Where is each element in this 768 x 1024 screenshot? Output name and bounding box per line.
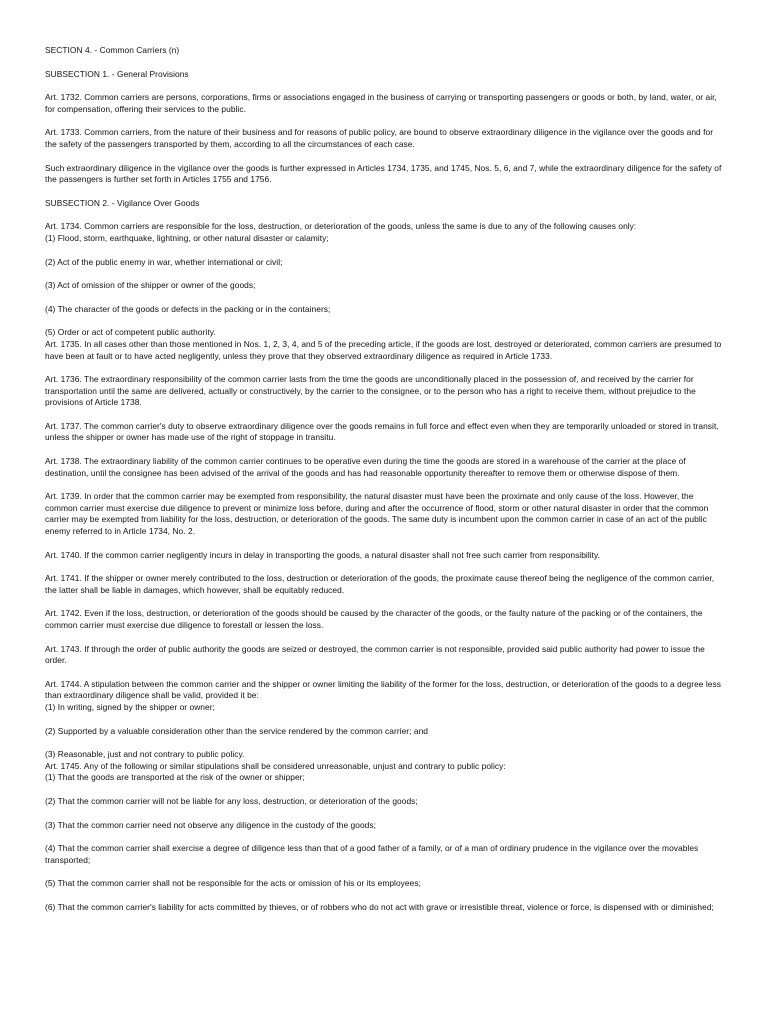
article-1740: Art. 1740. If the common carrier negligently incurs in delay in transporting the goods, a natural disaster shall not free such carrier from responsibility. xyxy=(45,549,601,560)
subsection-1-heading: SUBSECTION 1. - General Provisions xyxy=(45,68,189,79)
subsection-2-heading: SUBSECTION 2. - Vigilance Over Goods xyxy=(45,197,200,208)
article-1742: Art. 1742. Even if the loss, destruction, or deterioration of the goods should be caused by the character of the goods, or the faulty nature of the packing or of the containers, the common carrier must exercise due diligence to forestall or lessen the loss. xyxy=(45,608,703,630)
article-1734-item-1: (1) Flood, storm, earthquake, lightning, or other natural disaster or calamity; xyxy=(45,232,329,243)
article-1741: Art. 1741. If the shipper or owner merely contributed to the loss, destruction or deterioration of the goods, the proximate cause thereof being the negligence of the common carrier, the latter shall be liable in damages, which however, shall be equitably reduced. xyxy=(45,573,715,595)
section-heading: SECTION 4. - Common Carriers (n) xyxy=(45,45,180,55)
article-1744-item-3: (3) Reasonable, just and not contrary to public policy. xyxy=(45,749,245,760)
article-1734-item-5-and-1735 xyxy=(45,327,725,362)
article-1745-item-6: (6) That the common carrier's liability for acts committed by thieves, or of robbers who do not act with grave or irresistible threat, violence or force, is dispensed with or diminished; xyxy=(45,901,714,912)
document-page xyxy=(45,45,725,926)
article-1745-item-1: (1) That the goods are transported at the risk of the owner or shipper; xyxy=(45,772,305,783)
article-1744-item-2: (2) Supported by a valuable consideration other than the service rendered by the common carrier; and xyxy=(45,725,429,736)
article-1732: Art. 1732. Common carriers are persons, corporations, firms or associations engaged in the business of carrying or transporting passengers or goods or both, by land, water, or air, for compensation, offering their services to the public. xyxy=(45,92,717,114)
article-1734-item-2: (2) Act of the public enemy in war, whether international or civil; xyxy=(45,256,283,267)
article-1735: Art. 1735. In all cases other than those mentioned in Nos. 1, 2, 3, 4, and 5 of the preceding article, if the goods are lost, destroyed or deteriorated, common carriers are presumed to have been at fault or to have acted negligently, unless they prove that they observed extraordinary diligence as required in Article 1733. xyxy=(45,338,722,361)
article-1737: Art. 1737. The common carrier's duty to observe extraordinary diligence over the goods remains in full force and effect even when they are temporarily unloaded or stored in transit, unless the shipper or owner has made use of the right of stoppage in transitu. xyxy=(45,420,719,443)
article-1733: Art. 1733. Common carriers, from the nature of their business and for reasons of public policy, are bound to observe extraordinary diligence in the vigilance over the goods and for the safety of the passengers transported by them, according to all the circumstances of each case. xyxy=(45,127,714,149)
article-1745-item-4: (4) That the common carrier shall exercise a degree of diligence less than that of a good father of a family, or of a man of ordinary prudence in the vigilance over the movables transported; xyxy=(45,843,699,865)
article-1733-continuation: Such extraordinary diligence in the vigilance over the goods is further expressed in Articles 1734, 1735, and 1745, Nos. 5, 6, and 7, while the extraordinary diligence for the safety of the passengers is further set forth in Articles 1755 and 1756. xyxy=(45,162,722,185)
article-1734-item-4: (4) The character of the goods or defects in the packing or in the containers; xyxy=(45,303,331,314)
article-1745-intro: Art. 1745. Any of the following or similar stipulations shall be considered unreasonable, unjust and contrary to public policy: xyxy=(45,760,506,771)
article-1743: Art. 1743. If through the order of public authority the goods are seized or destroyed, the common carrier is not responsible, provided said public authority had power to issue the order. xyxy=(45,643,705,666)
article-1744-intro: Art. 1744. A stipulation between the common carrier and the shipper or owner limiting the liability of the former for the loss, destruction, or deterioration of the goods to a degree less than extraordinary diligence shall be valid, provided it be: xyxy=(45,678,721,701)
article-1734-item-5: (5) Order or act of competent public authority. xyxy=(45,327,216,338)
article-1745-item-3: (3) That the common carrier need not observe any diligence in the custody of the goods; xyxy=(45,819,377,830)
article-1745-item-2: (2) That the common carrier will not be liable for any loss, destruction, or deterioration of the goods; xyxy=(45,795,418,806)
article-1738: Art. 1738. The extraordinary liability of the common carrier continues to be operative even during the time the goods are stored in a warehouse of the carrier at the place of destination, until the consignee has been advised of the arrival of the goods and has had reasonable opportunity thereafter to remove them or otherwise dispose of them. xyxy=(45,456,686,478)
article-1744-item-1: (1) In writing, signed by the shipper or owner; xyxy=(45,701,215,712)
article-1739: Art. 1739. In order that the common carrier may be exempted from responsibility, the natural disaster must have been the proximate and only cause of the loss. However, the common carrier must exercise due diligence to prevent or minimize loss before, during and after the occurrence of flood, storm or other natural disaster in order that the common carrier may be exempted from liability for the loss, destruction, or deterioration of the goods. The same duty is incumbent upon the common carrier in case of an act of the public enemy referred to in Article 1734, No. 2. xyxy=(45,491,709,537)
article-1744 xyxy=(45,679,725,714)
article-1734-item-3: (3) Act of omission of the shipper or owner of the goods; xyxy=(45,280,256,291)
article-1736: Art. 1736. The extraordinary responsibility of the common carrier lasts from the time the goods are unconditionally placed in the possession of, and received by the carrier for transportation until the same are delivered, actually or constructively, by the carrier to the consignee, or to the person who has a right to receive them, without prejudice to the provisions of Article 1738. xyxy=(45,374,696,408)
article-1744-item-3-and-1745 xyxy=(45,749,725,784)
article-1745-item-5: (5) That the common carrier shall not be responsible for the acts or omission of his or its employees; xyxy=(45,878,421,889)
article-1734-intro: Art. 1734. Common carriers are responsible for the loss, destruction, or deterioration of the goods, unless the same is due to any of the following causes only: xyxy=(45,221,637,232)
article-1734 xyxy=(45,221,725,244)
